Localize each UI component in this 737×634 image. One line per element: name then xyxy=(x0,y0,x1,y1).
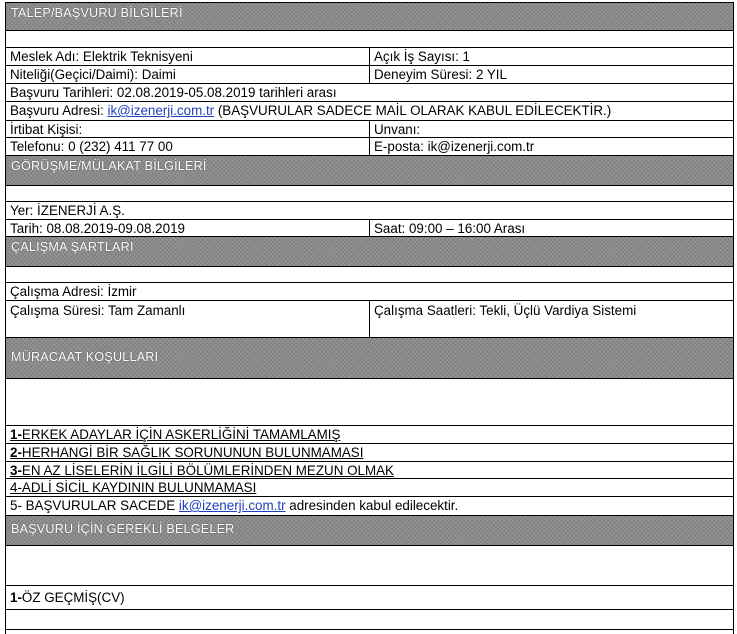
job-posting-form xyxy=(5,2,734,634)
row-telefon xyxy=(6,138,733,156)
list-item xyxy=(6,586,733,610)
basvuru-email-link[interactable]: ik@izenerji.com.tr xyxy=(107,103,215,118)
basvuru-adresi xyxy=(6,102,733,120)
calisma-saatleri: Çalışma Saatleri: Tekli, Üçlü Vardiya Sistemi xyxy=(369,301,733,337)
telefonu: Telefonu: 0 (232) 411 77 00 xyxy=(10,139,173,154)
section-header-gorusme xyxy=(6,156,733,186)
list-item xyxy=(6,462,733,479)
item-text: ADLİ SİCİL KAYDININ BULUNMAMASI xyxy=(21,480,257,495)
muracaat-email-link[interactable]: ik@izenerji.com.tr xyxy=(178,498,286,513)
section-header-talep xyxy=(6,2,733,31)
item-number: 1- xyxy=(10,427,22,442)
adres-label: Başvuru Adresi: xyxy=(10,103,108,118)
section-title: TALEP/BAŞVURU BİLGİLERİ xyxy=(11,6,183,20)
list-item xyxy=(6,426,733,444)
row-tarih-saat xyxy=(6,220,733,237)
basvuru-tarihleri: Başvuru Tarihleri: 02.08.2019-05.08.2019 tarihleri arası xyxy=(10,85,337,100)
deneyim-suresi: Deneyim Süresi: 2 YIL xyxy=(369,66,733,83)
gorusme-tarih: Tarih: 08.08.2019-09.08.2019 xyxy=(10,221,185,236)
meslek-adi: Meslek Adı: Elektrik Teknisyeni xyxy=(10,49,193,64)
item-number: 1- xyxy=(10,590,22,605)
blank-row xyxy=(6,379,733,426)
gorusme-saat: Saat: 09:00 – 16:00 Arası xyxy=(369,220,733,236)
item-number: 4- xyxy=(10,480,22,495)
item-text: EN AZ LİSELERİN İLGİLİ BÖLÜMLERİNDEN MEZUN OLMAK xyxy=(21,463,394,478)
blank-row xyxy=(6,31,733,48)
item-text: adresinden kabul edilecektir. xyxy=(285,498,459,513)
row-tarihler xyxy=(6,84,733,102)
section-header-muracaat xyxy=(6,338,733,379)
calisma-adresi: Çalışma Adresi: İzmir xyxy=(10,284,137,299)
list-item xyxy=(6,497,733,516)
list-item xyxy=(6,444,733,462)
row-meslek xyxy=(6,48,733,66)
section-title: GÖRÜŞME/MÜLAKAT BİLGİLERİ xyxy=(11,159,207,173)
row-nitelik xyxy=(6,66,733,84)
list-item xyxy=(6,479,733,497)
row-calisma-adresi xyxy=(6,283,733,301)
item-number: 2- xyxy=(10,445,22,460)
section-title: BAŞVURU İÇİN GEREKLİ BELGELER xyxy=(11,522,235,536)
section-title: MÜRACAAT KOŞULLARI xyxy=(11,350,159,364)
calisma-suresi: Çalışma Süresi: Tam Zamanlı xyxy=(10,303,186,318)
acik-is-sayisi: Açık İş Sayısı: 1 xyxy=(369,48,733,65)
section-header-calisma xyxy=(6,237,733,267)
irtibat-kisisi: İrtibat Kişisi: xyxy=(10,122,83,137)
row-yer xyxy=(6,202,733,220)
blank-row xyxy=(6,546,733,586)
row-adres xyxy=(6,102,733,121)
item-text: ÖZ GEÇMİŞ(CV) xyxy=(21,590,125,605)
adres-note: (BAŞVURULAR SADECE MAİL OLARAK KABUL EDİLECEKTİR.) xyxy=(214,103,612,118)
e-posta: E-posta: ik@izenerji.com.tr xyxy=(369,138,733,155)
item-text: HERHANGİ BİR SAĞLIK SORUNUNUN BULUNMAMASI xyxy=(21,445,364,460)
row-calisma-sure xyxy=(6,301,733,338)
niteligi: Niteliği(Geçici/Daimi): Daimi xyxy=(10,67,176,82)
blank-row xyxy=(6,267,733,283)
item-number: 3- xyxy=(10,463,22,478)
blank-row xyxy=(6,610,733,630)
row-irtibat xyxy=(6,121,733,138)
section-header-belgeler xyxy=(6,516,733,546)
item-text: 5- BAŞVURULAR SACEDE xyxy=(10,498,179,513)
section-title: ÇALIŞMA ŞARTLARI xyxy=(11,240,134,254)
gorusme-yer: Yer: İZENERJİ A.Ş. xyxy=(10,203,125,218)
blank-row xyxy=(6,186,733,202)
unvani: Unvanı: xyxy=(369,121,733,137)
item-text: ERKEK ADAYLAR İÇİN ASKERLİĞİNİ TAMAMLAMIŞ xyxy=(21,427,341,442)
